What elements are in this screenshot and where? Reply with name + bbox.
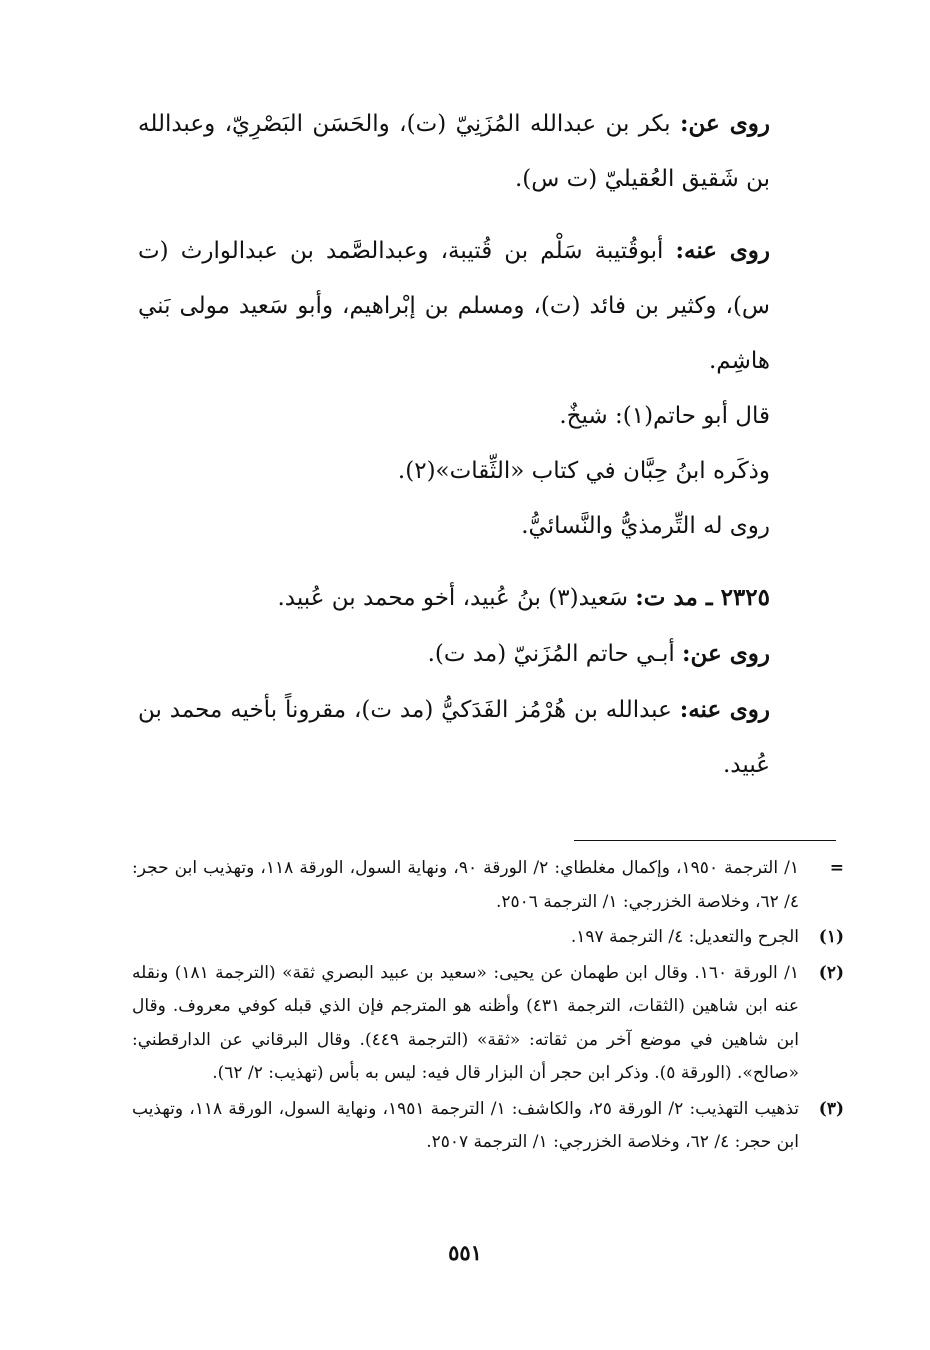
footnote xyxy=(132,852,844,919)
entry-paragraph xyxy=(138,499,832,554)
footnote-number: (٣) xyxy=(818,1098,844,1119)
entry-label: روى عن: xyxy=(679,110,771,137)
footnote-text: تذهيب التهذيب: ٢/ الورقة ٢٥، والكاشف: ١/ الترجمة ١٩٥١، ونهاية السول، الورقة ١١٨، وتهذيب ابن حجر: ٤/ ٦٢، وخلاصة الخزرجي: ١/ الترجمة ٢٥٠٧. xyxy=(132,1098,800,1152)
entry-paragraph xyxy=(138,444,832,499)
entry-text: سَعيد(٣) بنُ عُبيد، أخو محمد بن عُبيد. xyxy=(277,585,628,611)
footnote-number: = xyxy=(829,858,844,878)
footnote-divider xyxy=(574,840,836,841)
entry-text: وذكَره ابنُ حِبَّان في كتاب «الثِّقات»(٢). xyxy=(397,458,770,484)
footnote-text: الجرح والتعديل: ٤/ الترجمة ١٩٧. xyxy=(570,927,799,947)
entry-paragraph xyxy=(138,626,832,682)
entry-label: روى عن: xyxy=(682,640,770,667)
footnote xyxy=(132,957,844,1091)
page-number: ٥٥١ xyxy=(448,1240,482,1265)
entry-text: عبدالله بن هُرْمُز الفَدَكيُّ (مد ت)، مقروناً بأخيه محمد بن عُبيد. xyxy=(138,697,770,778)
entry-text: قال أبو حاتم(١): شيخٌ. xyxy=(559,403,770,429)
footnote-text: ١/ الترجمة ١٩٥٠، وإكمال مغلطاي: ٢/ الورقة ٩٠، ونهاية السول، الورقة ١١٨، وتهذيب ابن حجر: ٤/ ٦٢، وخلاصة الخزرجي: ١/ الترجمة ٢٥٠٦. xyxy=(132,858,800,912)
footnote-number: (٢) xyxy=(818,962,844,983)
entry-label: روى عنه: xyxy=(679,696,770,723)
entry-text: روى له التِّرمذيُّ والنَّسائيُّ. xyxy=(521,513,770,539)
entry-paragraph xyxy=(138,389,832,444)
entry-heading xyxy=(138,570,832,626)
entry-paragraph xyxy=(138,682,832,793)
footnote-number: (١) xyxy=(818,927,844,947)
footnotes xyxy=(132,852,844,1162)
footnote xyxy=(132,921,844,955)
main-text xyxy=(138,96,832,793)
entry-text: أبوقُتيبة سَلْم بن قُتيبة، وعبدالصَّمد بن عبدالوارث (ت س)، وكثير بن فائد (ت)، ومسلم بن إبْراهيم، وأبو سَعيد مولى بَني هاشِم. xyxy=(138,238,770,374)
entry-label: ٢٣٢٥ ـ مد ت: xyxy=(635,584,770,611)
entry-paragraph xyxy=(138,96,832,207)
footnote xyxy=(132,1093,844,1160)
entry-paragraph xyxy=(138,223,832,389)
entry-label: روى عنه: xyxy=(675,237,770,264)
entry-text: بكر بن عبدالله المُزَنِيّ (ت)، والحَسَن البَصْرِيّ، وعبدالله بن شَقيق العُقيليّ (ت س). xyxy=(138,111,770,192)
footnote-text: ١/ الورقة ١٦٠. وقال ابن طهمان عن يحيى: «سعيد بن عبيد البصري ثقة» (الترجمة ١٨١) ونقله عنه ابن شاهين (الثقات، الترجمة ٤٣١) وأظنه هو المترجم فإن الذي قبله كوفي معروف. وقال ابن شاهين في موضع آخر من ثقاته: «ثقة» (الترجمة ٤٤٩). وقال البرقاني عن الدارقطني: «صالح». (الورقة ٥). وذكر ابن حجر أن البزار قال فيه: ليس به بأس (تهذيب: ٢/ ٦٢). xyxy=(132,962,800,1083)
entry-text: أبـي حاتم المُزَنيّ (مد ت). xyxy=(427,641,675,667)
